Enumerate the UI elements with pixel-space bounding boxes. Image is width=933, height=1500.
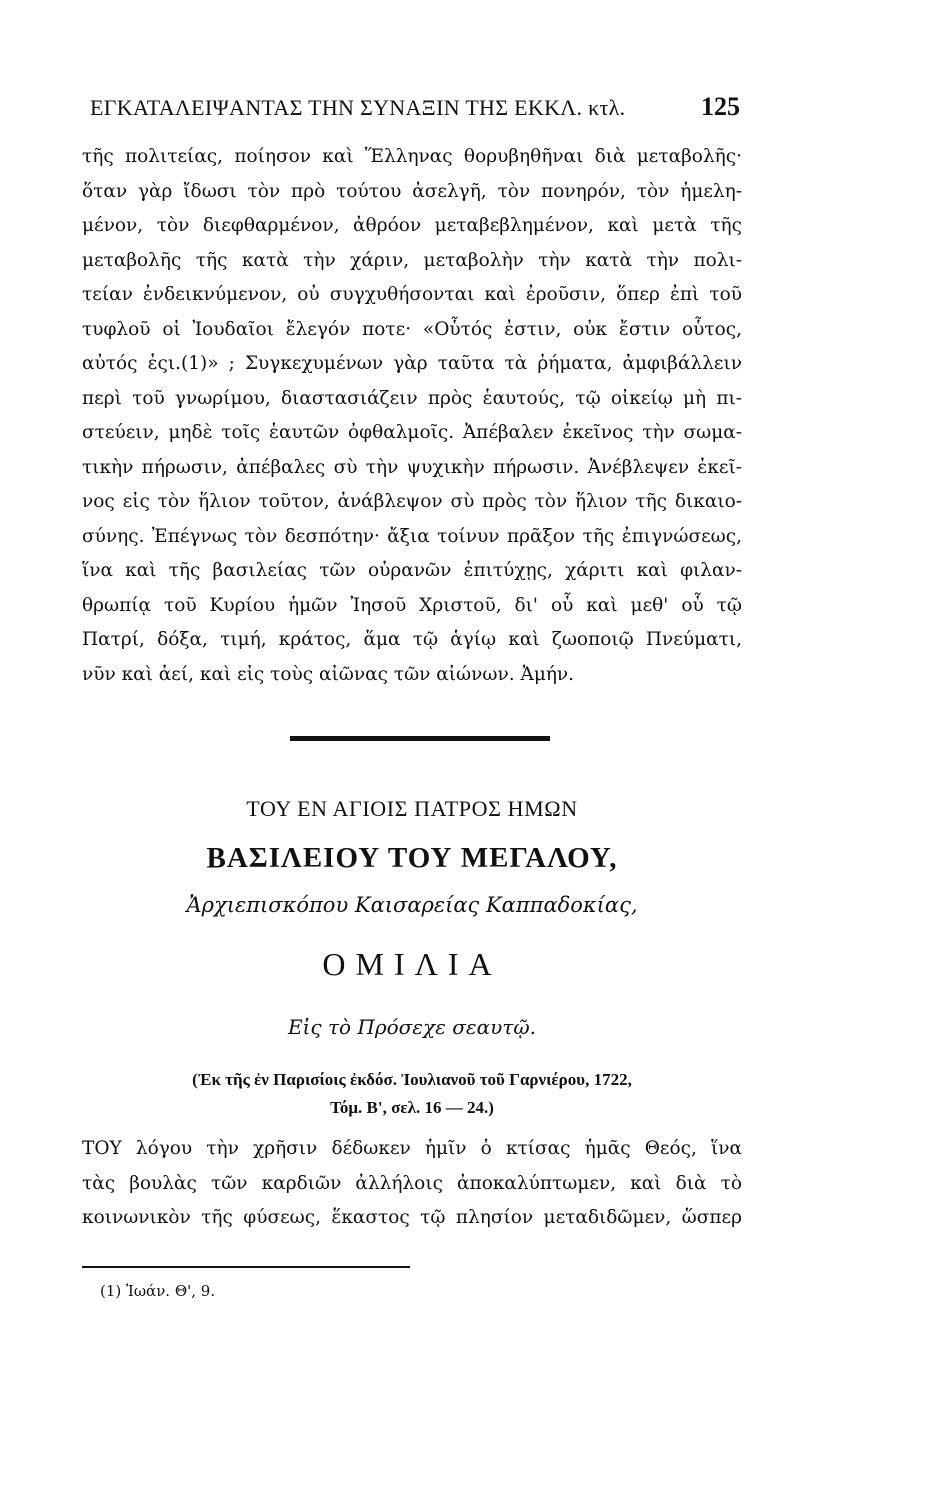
- running-title: ΕΓΚΑΤΑΛΕΙΨΑΝΤΑΣ ΤΗΝ ΣΥΝΑΞΙΝ ΤΗΣ ΕΚΚΛ. κτλ.: [90, 95, 626, 120]
- homily-heading-saint: ΤΟΥ ΕΝ ΑΓΙΟΙΣ ΠΑΤΡΟΣ ΗΜΩΝ: [246, 796, 578, 821]
- page-number: 125: [701, 92, 740, 121]
- footnote: (1) Ἰωάν. Θ', 9.: [100, 1282, 216, 1300]
- text-line: τῆς πολιτείας, ποίησον καὶ Ἕλληνας θορυβηθῆναι διὰ μεταβολῆς·: [82, 146, 742, 167]
- section-divider: [290, 736, 550, 741]
- homily-paragraph: [82, 1132, 742, 1236]
- text-line: μένον, τὸν διεφθαρμένον, ἀθρόον μεταβεβλημένον, καὶ μετὰ τῆς: [82, 215, 742, 236]
- text-line: στεύειν, μηδὲ τοῖς ἑαυτῶν ὀφθαλμοῖς. Ἀπέβαλεν ἐκεῖνος τὴν σωμα-: [82, 422, 742, 443]
- text-line: αὐτός ἐςι.(1)» ; Συγκεχυμένων γὰρ ταῦτα τὰ ῥήματα, ἀμφιβάλλειν: [82, 353, 742, 374]
- text-line: νῦν καὶ ἀεί, καὶ εἰς τοὺς αἰῶνας τῶν αἰώνων. Ἀμήν.: [82, 663, 575, 685]
- edition-source-pages: Τόμ. Β', σελ. 16 — 24.): [330, 1098, 494, 1117]
- text-line: ὅταν γὰρ ἴδωσι τὸν πρὸ τούτου ἀσελγῆ, τὸν πονηρόν, τὸν ἠμελη-: [82, 180, 742, 202]
- footnote-rule: [82, 1266, 410, 1268]
- text-line: τικὴν πήρωσιν, ἀπέβαλες σὺ τὴν ψυχικὴν πήρωσιν. Ἀνέβλεψεν ἐκεῖ-: [82, 456, 742, 478]
- text-line: κοινωνικὸν τῆς φύσεως, ἕκαστος τῷ πλησίον μεταδιδῶμεν, ὥσπερ: [82, 1207, 742, 1228]
- text-line: σύνης. Ἐπέγνως τὸν δεσπότην· ἄξια τοίνυν πρᾶξον τῆς ἐπιγνώσεως,: [82, 525, 742, 547]
- running-head: [90, 92, 740, 132]
- text-line: ΤΟΥ λόγου τὴν χρῆσιν δέδωκεν ἡμῖν ὁ κτίσας ἡμᾶς Θεός, ἵνα: [82, 1138, 742, 1159]
- edition-source: (Ἐκ τῆς ἐν Παρισίοις ἐκδόσ. Ἰουλιανοῦ τοῦ Γαρνιέρου, 1722,: [192, 1070, 632, 1089]
- text-line: θρωπίᾳ τοῦ Κυρίου ἡμῶν Ἰησοῦ Χριστοῦ, δι' οὗ καὶ μεθ' οὗ τῷ: [82, 594, 742, 616]
- body-paragraph: [82, 140, 742, 692]
- text-line: ἵνα καὶ τῆς βασιλείας τῶν οὐρανῶν ἐπιτύχῃς, χάριτι καὶ φιλαν-: [82, 560, 742, 581]
- text-line: τείαν ἐνδεικνύμενον, οὐ συγχυθήσονται καὶ ἐροῦσιν, ὅπερ ἐπὶ τοῦ: [82, 284, 742, 305]
- homily-heading-author: ΒΑΣΙΛΕΙΟΥ ΤΟΥ ΜΕΓΑΛΟΥ,: [206, 842, 618, 874]
- homily-heading-title: Ἀρχιεπισκόπου Καισαρείας Καππαδοκίας,: [186, 893, 638, 917]
- homily-subject: Εἰς τὸ Πρόσεχε σεαυτῷ.: [287, 1015, 537, 1039]
- text-line: νος εἰς τὸν ἥλιον τοῦτον, ἀνάβλεψον σὺ πρὸς τὸν ἥλιον τῆς δικαιο-: [82, 491, 742, 512]
- text-line: τυφλοῦ οἱ Ἰουδαῖοι ἔλεγόν ποτε· «Οὗτός ἐστιν, οὐκ ἔστιν οὗτος,: [82, 318, 742, 340]
- text-line: περὶ τοῦ γνωρίμου, διαστασιάζειν πρὸς ἑαυτούς, τῷ οἰκείῳ μὴ πι-: [82, 387, 742, 409]
- homily-heading-omilia: ΟΜΙΛΙΑ: [322, 946, 502, 982]
- text-line: τὰς βουλὰς τῶν καρδιῶν ἀλλήλοις ἀποκαλύπτωμεν, καὶ διὰ τὸ: [82, 1172, 742, 1194]
- text-line: Πατρί, δόξα, τιμή, κράτος, ἅμα τῷ ἁγίῳ καὶ ζωοποιῷ Πνεύματι,: [82, 629, 742, 650]
- text-line: μεταβολῆς τῆς κατὰ τὴν χάριν, μεταβολὴν τὴν κατὰ τὴν πολι-: [82, 249, 742, 271]
